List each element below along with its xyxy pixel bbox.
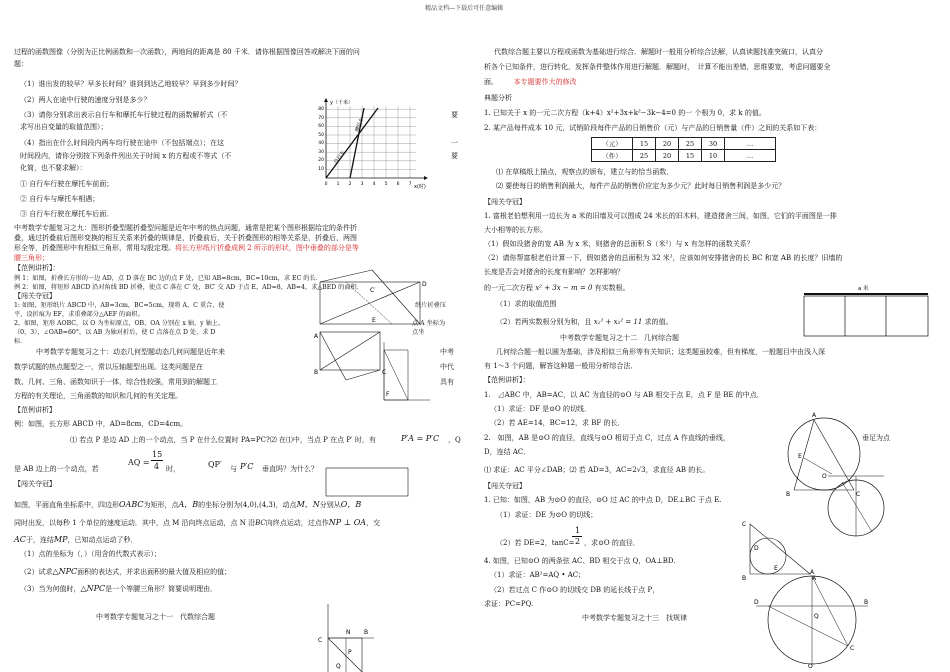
text-line: 题： bbox=[14, 60, 28, 68]
section-heading: 【闯关夺冠】 bbox=[484, 198, 526, 206]
text-line: （3）请你分别求出表示自行车和摩托车行驶过程的函数解析式（不 bbox=[20, 111, 228, 119]
table-cell: 20 bbox=[656, 150, 679, 162]
math-span: (4,0),(4,3) bbox=[240, 501, 276, 509]
text-line bbox=[496, 318, 673, 327]
section-heading: 【闯关夺冠】 bbox=[14, 292, 56, 300]
point-label: B bbox=[314, 369, 319, 376]
math-expression: P′C bbox=[240, 462, 254, 471]
y-tick-label: 50 bbox=[318, 133, 324, 138]
table-cell: 15 bbox=[679, 150, 702, 162]
point-label: C′ bbox=[370, 287, 376, 294]
bicycle-label: 自行车 bbox=[332, 149, 347, 166]
x-tick-label: 0 bbox=[324, 182, 328, 187]
text-line: 过程的函数图像（分别为正比例函数和一次函数），两地间的距离是 80 千米．请你根据图像回答或解决下面的问 bbox=[14, 48, 360, 56]
circle-figure-4 bbox=[752, 570, 872, 670]
text-line bbox=[20, 584, 217, 594]
point-label: B bbox=[742, 575, 747, 582]
text-line: （1）求证：DE 为⊙O 的切线； bbox=[496, 511, 598, 519]
text-span: 于，连结 bbox=[25, 536, 54, 544]
text-line: ① 自行车行驶在摩托车前面； bbox=[20, 180, 114, 188]
section-heading: 【闯关夺冠】 bbox=[484, 482, 526, 490]
text-line: （1）谁出发的较早？早多长时间？谁到到达乙地较早？早到多少时间？ bbox=[20, 80, 242, 88]
y-tick-label: 80 bbox=[318, 107, 324, 112]
y-axis-label: y（千米） bbox=[330, 100, 353, 106]
section-title: 中考数学专题复习之十三 找规律 bbox=[582, 614, 687, 622]
text-span: ，交 bbox=[366, 519, 381, 527]
text-line: 例 2：如图，将矩形 ABCD 沿对角线 BD 折叠，使点 C 落在 C′ 处，BC′ 交 AD 于点 E，AD=8，AB=4，求△BED 的面积． bbox=[14, 284, 363, 291]
table-cell: （件） bbox=[592, 150, 633, 162]
text-line: 化简，也不要求解）： bbox=[20, 164, 87, 172]
fraction-denominator: 2 bbox=[575, 537, 581, 546]
text-span: 的一元二次方程 bbox=[484, 284, 533, 292]
text-line: 中考 bbox=[440, 348, 454, 356]
x-tick-label: 1 bbox=[336, 182, 340, 187]
circle-figure-2 bbox=[822, 474, 892, 542]
rectangle-figure bbox=[324, 466, 414, 500]
text-span: 为矩形，点 bbox=[143, 501, 179, 509]
text-line: 1. ⊿ABC 中，AB=AC，以 AC 为直径的⊙O 与 AB 相交于点 E，点 F 是 BE 的中点． bbox=[484, 391, 764, 399]
page-header: 精品文档---下载后可任意编辑 bbox=[425, 5, 504, 12]
table-row bbox=[592, 138, 776, 150]
text-line: （2）若 DE=2，tanC= bbox=[496, 539, 575, 547]
text-line: （4）指出在什么时间段内两车均行驶在途中（不包括端点）；在这 bbox=[20, 139, 224, 147]
text-line: 与 bbox=[230, 465, 237, 473]
text-line: （2）两人在途中行驶的速度分别是多少？ bbox=[20, 96, 151, 104]
text-line: 中考数学专题复习之十：动态几何型题动态几何问题是近年来 bbox=[36, 348, 225, 356]
text-line: ⑴ 在草稿纸上描点，观察点的颁布，建立与的恰当函数． bbox=[496, 168, 674, 176]
point-label: A bbox=[812, 575, 817, 582]
text-span: 的坐标分别为 bbox=[198, 501, 241, 509]
x-tick-label: 5 bbox=[384, 182, 388, 187]
x-tick-label: 3 bbox=[360, 182, 364, 187]
highlight-text: 本专题要作大的修改 bbox=[513, 78, 577, 86]
text-line: 例：如图，长方形 ABCD 中，AD=8cm，CD=4cm。 bbox=[14, 420, 188, 428]
text-line bbox=[20, 567, 231, 577]
text-line bbox=[484, 466, 709, 475]
point-label: C bbox=[856, 491, 861, 498]
table-row bbox=[592, 150, 776, 162]
point-label: C bbox=[850, 645, 855, 652]
point-label: O bbox=[822, 473, 827, 480]
coordinate-figure bbox=[316, 602, 376, 672]
y-tick-label: 10 bbox=[318, 167, 324, 172]
pig-pen-figure bbox=[796, 282, 936, 342]
text-line: 数、几何、三角、函数知识于一体，综合性较强，常用到的解题工 bbox=[14, 378, 217, 386]
math-span: MP bbox=[53, 535, 68, 544]
text-line: （0，3），∠OAB=60°，以 AB 为轴对折后，使 C 点落在点 D 处，求 D bbox=[14, 329, 216, 336]
text-line: ② 自行车与摩托车相遇； bbox=[20, 195, 100, 203]
y-tick-label: 40 bbox=[318, 141, 324, 146]
table-cell: … bbox=[725, 150, 776, 162]
text-span: 向终点运动，过点作 bbox=[265, 519, 329, 527]
table-cell: 10 bbox=[702, 150, 725, 162]
text-line bbox=[14, 244, 359, 253]
text-line: ，Q bbox=[448, 436, 461, 444]
text-line: 2、如图，矩形 AOBC，以 O 为坐标原点，OB、OA 分别在 x 轴、y 轴上， bbox=[14, 320, 225, 327]
x-axis-label: x(时) bbox=[414, 184, 426, 190]
text-line: 数学试题的热点题型之一，常以压轴题型出现。这类问题是在 bbox=[14, 363, 203, 371]
point-label: C bbox=[318, 637, 323, 644]
point-label: D bbox=[422, 281, 427, 288]
math-span: x₁² + x₂² = 11 bbox=[593, 318, 643, 326]
price-sales-table bbox=[591, 137, 776, 162]
text-line bbox=[484, 78, 577, 87]
section-heading: 【闯关夺冠】 bbox=[14, 480, 56, 488]
text-span: （3）当为何值时， bbox=[20, 585, 81, 593]
point-label: E bbox=[372, 317, 376, 324]
distance-time-graph bbox=[316, 98, 431, 190]
text-line: 2. 某产品每件成本 10 元，试销阶段每件产品的日销售价（元）与产品的日销售量（件）之间的关系如下表： bbox=[484, 124, 822, 132]
motorcycle-label: 摩托车 bbox=[354, 116, 366, 133]
text-line: 要 bbox=[451, 152, 458, 160]
fraction-numerator: 15 bbox=[152, 450, 163, 459]
text-line: ，求⊙O 的直径． bbox=[584, 539, 640, 547]
math-span: OABC bbox=[119, 500, 144, 509]
text-line: 求证：PC=PQ. bbox=[484, 600, 534, 608]
math-span: x² + 3x − m = 0 bbox=[535, 284, 593, 292]
text-line: 中代 bbox=[440, 363, 454, 371]
table-cell: （元） bbox=[592, 138, 633, 150]
x-tick-label: 7 bbox=[408, 182, 412, 187]
text-line: （1）点的坐标为（，）（用含的代数式表示）； bbox=[20, 550, 161, 558]
math-span: M，N bbox=[296, 500, 320, 509]
section-heading: 【范例讲析】 bbox=[14, 406, 56, 414]
text-span: 如图，平面直角坐标系中，四边形 bbox=[14, 501, 119, 509]
text-line: 求写出自变量的取值范围）； bbox=[20, 123, 108, 131]
table-cell: 30 bbox=[702, 138, 725, 150]
text-line: （2）若 AE=14，BC=12，求 BF 的长． bbox=[490, 419, 625, 427]
point-label: Q bbox=[336, 663, 341, 670]
fraction-denominator: 4 bbox=[154, 462, 160, 471]
x-tick-label: 2 bbox=[348, 182, 352, 187]
text-line: 中考数学专题复习之九：图形折叠型题折叠型问题是近年中考的热点问题，通常是把某个图形根据给定的条件折 bbox=[14, 224, 357, 232]
text-line: 1. 已知：如图，AB 为⊙O 的直径，⊙O 过 AC 的中点 D，DE⊥BC 于点 E. bbox=[484, 496, 722, 504]
text-line: 1: 如图，矩形纸片 ABCD 中，AB=3cm，BC=5cm，现将 A、C 重合，使 bbox=[14, 302, 225, 309]
text-line: 垂直吗？为什么？ bbox=[262, 465, 318, 473]
text-span: 面。 bbox=[484, 78, 498, 86]
fraction-bar bbox=[151, 460, 163, 461]
math-span: AC bbox=[14, 535, 26, 544]
math-expression: P′A = P′C bbox=[401, 434, 440, 443]
text-span: ，动点 bbox=[275, 501, 297, 509]
math-span: A，B bbox=[178, 500, 199, 509]
math-expression: QP′ bbox=[208, 460, 222, 469]
text-line: 垂足为点 bbox=[862, 434, 890, 442]
text-line bbox=[14, 518, 380, 528]
text-line: 4. 如图，已知⊙O 的两条弦 AC、BD 相交于点 Q，OA⊥BD. bbox=[484, 557, 676, 565]
point-label: O bbox=[808, 663, 813, 670]
text-span: （2）若两实数根分别为和，且 bbox=[496, 318, 592, 326]
text-line: ③ 自行车行驶在摩托车后面． bbox=[20, 210, 114, 218]
text-line: （1）求的取值范围 bbox=[496, 300, 557, 308]
text-line: 1. 已知关于 x 的一元二次方程（k+4）x²+3x+k²−3k−4=0 的一 个根为 0，求 k 的值。 bbox=[484, 109, 766, 117]
text-line: ⑵ 要使每日的销售利润最大，每件产品的销售价应定为多少元？此时每日销售利润是多少元？ bbox=[496, 182, 786, 190]
wall-label: a 米 bbox=[858, 286, 869, 292]
point-label: B bbox=[364, 629, 369, 636]
text-span: （2）试求 bbox=[20, 568, 53, 576]
text-span: 同时出发，以每秒 1 个单位的速度运动．其中，点 M 沿向终点运动，点 N 沿 bbox=[14, 519, 256, 527]
text-span: 有实数根。 bbox=[594, 284, 630, 292]
text-span: 求的值。 bbox=[644, 318, 673, 326]
text-line: （1）求证：AB²=AQ • AC； bbox=[490, 571, 586, 579]
text-line: 点坐 bbox=[412, 329, 425, 336]
text-line bbox=[484, 284, 630, 293]
text-line: ⑴ 若点 P 是边 AD 上的一个动点，当 P 在什么位置时 PA=PC?⑵ 在⑴中，当点 P 在点 P′ 时，有 bbox=[70, 436, 376, 444]
text-line bbox=[14, 535, 137, 545]
text-line: 1. 富根老伯想利用一边长为 a 米的旧墙及可以围成 24 米长的旧木料，建造猪舍三间，如图，它们的平面图是一排 bbox=[484, 212, 837, 220]
text-span: 是一个等腰三角形？简要说明理由． bbox=[105, 585, 218, 593]
section-heading: 【范例讲析】： bbox=[14, 264, 60, 272]
text-span: 分别从 bbox=[319, 501, 341, 509]
text-line: 点 A 坐标为 bbox=[412, 320, 446, 327]
text-line: （1）求证：DF 是⊙O 的切线． bbox=[490, 405, 591, 413]
point-label: A bbox=[812, 412, 817, 419]
table-cell: 20 bbox=[656, 138, 679, 150]
point-label: C bbox=[742, 521, 747, 528]
math-expression: AQ = bbox=[128, 458, 150, 467]
math-span: △NPC bbox=[52, 567, 78, 576]
text-line: 一 bbox=[451, 139, 458, 147]
text-line: 纸片折叠压 bbox=[415, 302, 446, 309]
text-span: 面积的表达式，并求出面积的最大值及相应的值； bbox=[77, 568, 232, 576]
section-heading: 【范例讲析】： bbox=[484, 376, 530, 384]
text-line: 叠，通过折叠前后图形变换的相互关系来折叠的规律是，折叠前后，关于折叠图形的相等关系是，折叠后，两图 bbox=[14, 234, 357, 242]
text-line: 时， bbox=[166, 465, 180, 473]
text-line: 具有 bbox=[440, 378, 454, 386]
text-line: 标． bbox=[14, 338, 27, 345]
text-line: 大小相等的长方形。 bbox=[484, 226, 547, 234]
text-span: 形全等，折叠图形中有相似三角形，常用勾股定理。 bbox=[14, 244, 175, 252]
section-title: 中考数学专题复习之十一 代数综合题 bbox=[96, 613, 215, 621]
text-line: （1）假如设猪舍的宽 AB 为 x 米，则猪舍的总面积 S（米²）与 x 有怎样的函数关系？ bbox=[484, 240, 754, 248]
text-span: ⑴ 求证：AC 平分∠DAB；⑵ 若 AD=3，AC= bbox=[484, 466, 633, 474]
text-span: ，已知动点运动了秒． bbox=[67, 536, 138, 544]
text-line: D，连结 AC． bbox=[484, 448, 531, 456]
text-line: 代数综合题主要以方程或函数为基础进行综合．解题时一般用分析综合法解，认真读题找准突破口，认真分 bbox=[494, 48, 823, 56]
point-label: E bbox=[774, 565, 778, 572]
text-line: 析各个已知条件，进行转化，发挥条件整体作用进行解题．解题时， 计算不能出差错，思维要宽，考虑问题要全 bbox=[484, 63, 831, 71]
table-cell: 15 bbox=[633, 138, 656, 150]
math-span: BC bbox=[255, 519, 266, 527]
text-line: 是 AB 边上的一个动点，若 bbox=[14, 465, 99, 473]
text-line: 2. 如图，AB 是⊙O 的直径，直线与⊙O 相切于点 C，过点 A 作直线的垂线， bbox=[484, 434, 730, 442]
text-line: 方程的有关理论，三角函数的知识和几何的有关定理。 bbox=[14, 392, 182, 400]
math-span: △NPC bbox=[80, 584, 106, 593]
point-label: C bbox=[382, 369, 387, 376]
text-line bbox=[14, 500, 361, 510]
text-line: 平，设折痕为 EF，求重叠部分△AEF 的面积。 bbox=[14, 311, 144, 318]
point-label: Q bbox=[814, 613, 819, 620]
text-line: 时间段内，请你分别按下列条件列出关于时间 x 的方程或不等式（不 bbox=[20, 152, 232, 160]
highlight-text: 腰三角形； bbox=[14, 254, 49, 262]
math-span: NP ⊥ OA bbox=[328, 518, 367, 527]
folding-figure bbox=[312, 270, 432, 410]
point-label: D bbox=[754, 545, 759, 552]
point-label: N bbox=[346, 629, 351, 636]
text-line: （2）若过点 C 作⊙O 的切线交 DB 的延长线于点 P， bbox=[490, 586, 660, 594]
point-label: F bbox=[386, 391, 390, 398]
y-tick-label: 30 bbox=[318, 150, 324, 155]
fraction-numerator: 1 bbox=[575, 526, 581, 535]
y-tick-label: 60 bbox=[318, 124, 324, 129]
y-tick-label: 70 bbox=[318, 116, 324, 121]
section-title: 中考数学专题复习之十二 几何综合题 bbox=[560, 334, 679, 342]
table-cell: … bbox=[725, 138, 776, 150]
highlight-text: 将长方形纸片折叠成例 2 所示的形状，图中垂叠的部分是等 bbox=[175, 244, 359, 252]
point-label: B bbox=[786, 491, 791, 498]
text-line: 有 1～3 个问题，解答这种题一般用分析综合法． bbox=[484, 362, 638, 370]
table-cell: 25 bbox=[679, 138, 702, 150]
text-line: 例 1：如图，折叠长方形的一边 AD，点 D 落在 BC 边的点 F 处，已知 AB=8cm，BC=10cm，求 EC 的长． bbox=[14, 275, 322, 282]
text-span: ，求直径 AB 的长。 bbox=[645, 466, 710, 474]
point-label: E bbox=[798, 453, 802, 460]
x-tick-label: 4 bbox=[372, 182, 376, 187]
text-line: （2）请你帮富根老伯计算一下，假如猪舍的总面积为 32 米²，应该如何安排猪舍的长 BC 和宽 AB 的长度？旧墙的 bbox=[484, 254, 843, 262]
point-label: P bbox=[348, 649, 352, 656]
point-label: A bbox=[810, 569, 815, 576]
point-label: A bbox=[314, 333, 319, 340]
point-label: B bbox=[864, 599, 869, 606]
y-tick-label: 20 bbox=[318, 158, 324, 163]
section-heading: 典题分析 bbox=[484, 94, 512, 102]
text-line: 要 bbox=[451, 111, 458, 119]
math-span: 2√3 bbox=[632, 466, 646, 474]
point-label: D bbox=[754, 599, 759, 606]
x-tick-label: 6 bbox=[396, 182, 400, 187]
text-line: 几何综合题一般以圆为基础，涉及相似三角形等有关知识；这类题虽较难，但有梯度，一般题目中由浅入深 bbox=[496, 348, 825, 356]
math-span: O，B bbox=[340, 500, 362, 509]
text-line: 长度是否会对猪舍的长度有影响？怎样影响？ bbox=[484, 268, 624, 276]
table-cell: 25 bbox=[633, 150, 656, 162]
